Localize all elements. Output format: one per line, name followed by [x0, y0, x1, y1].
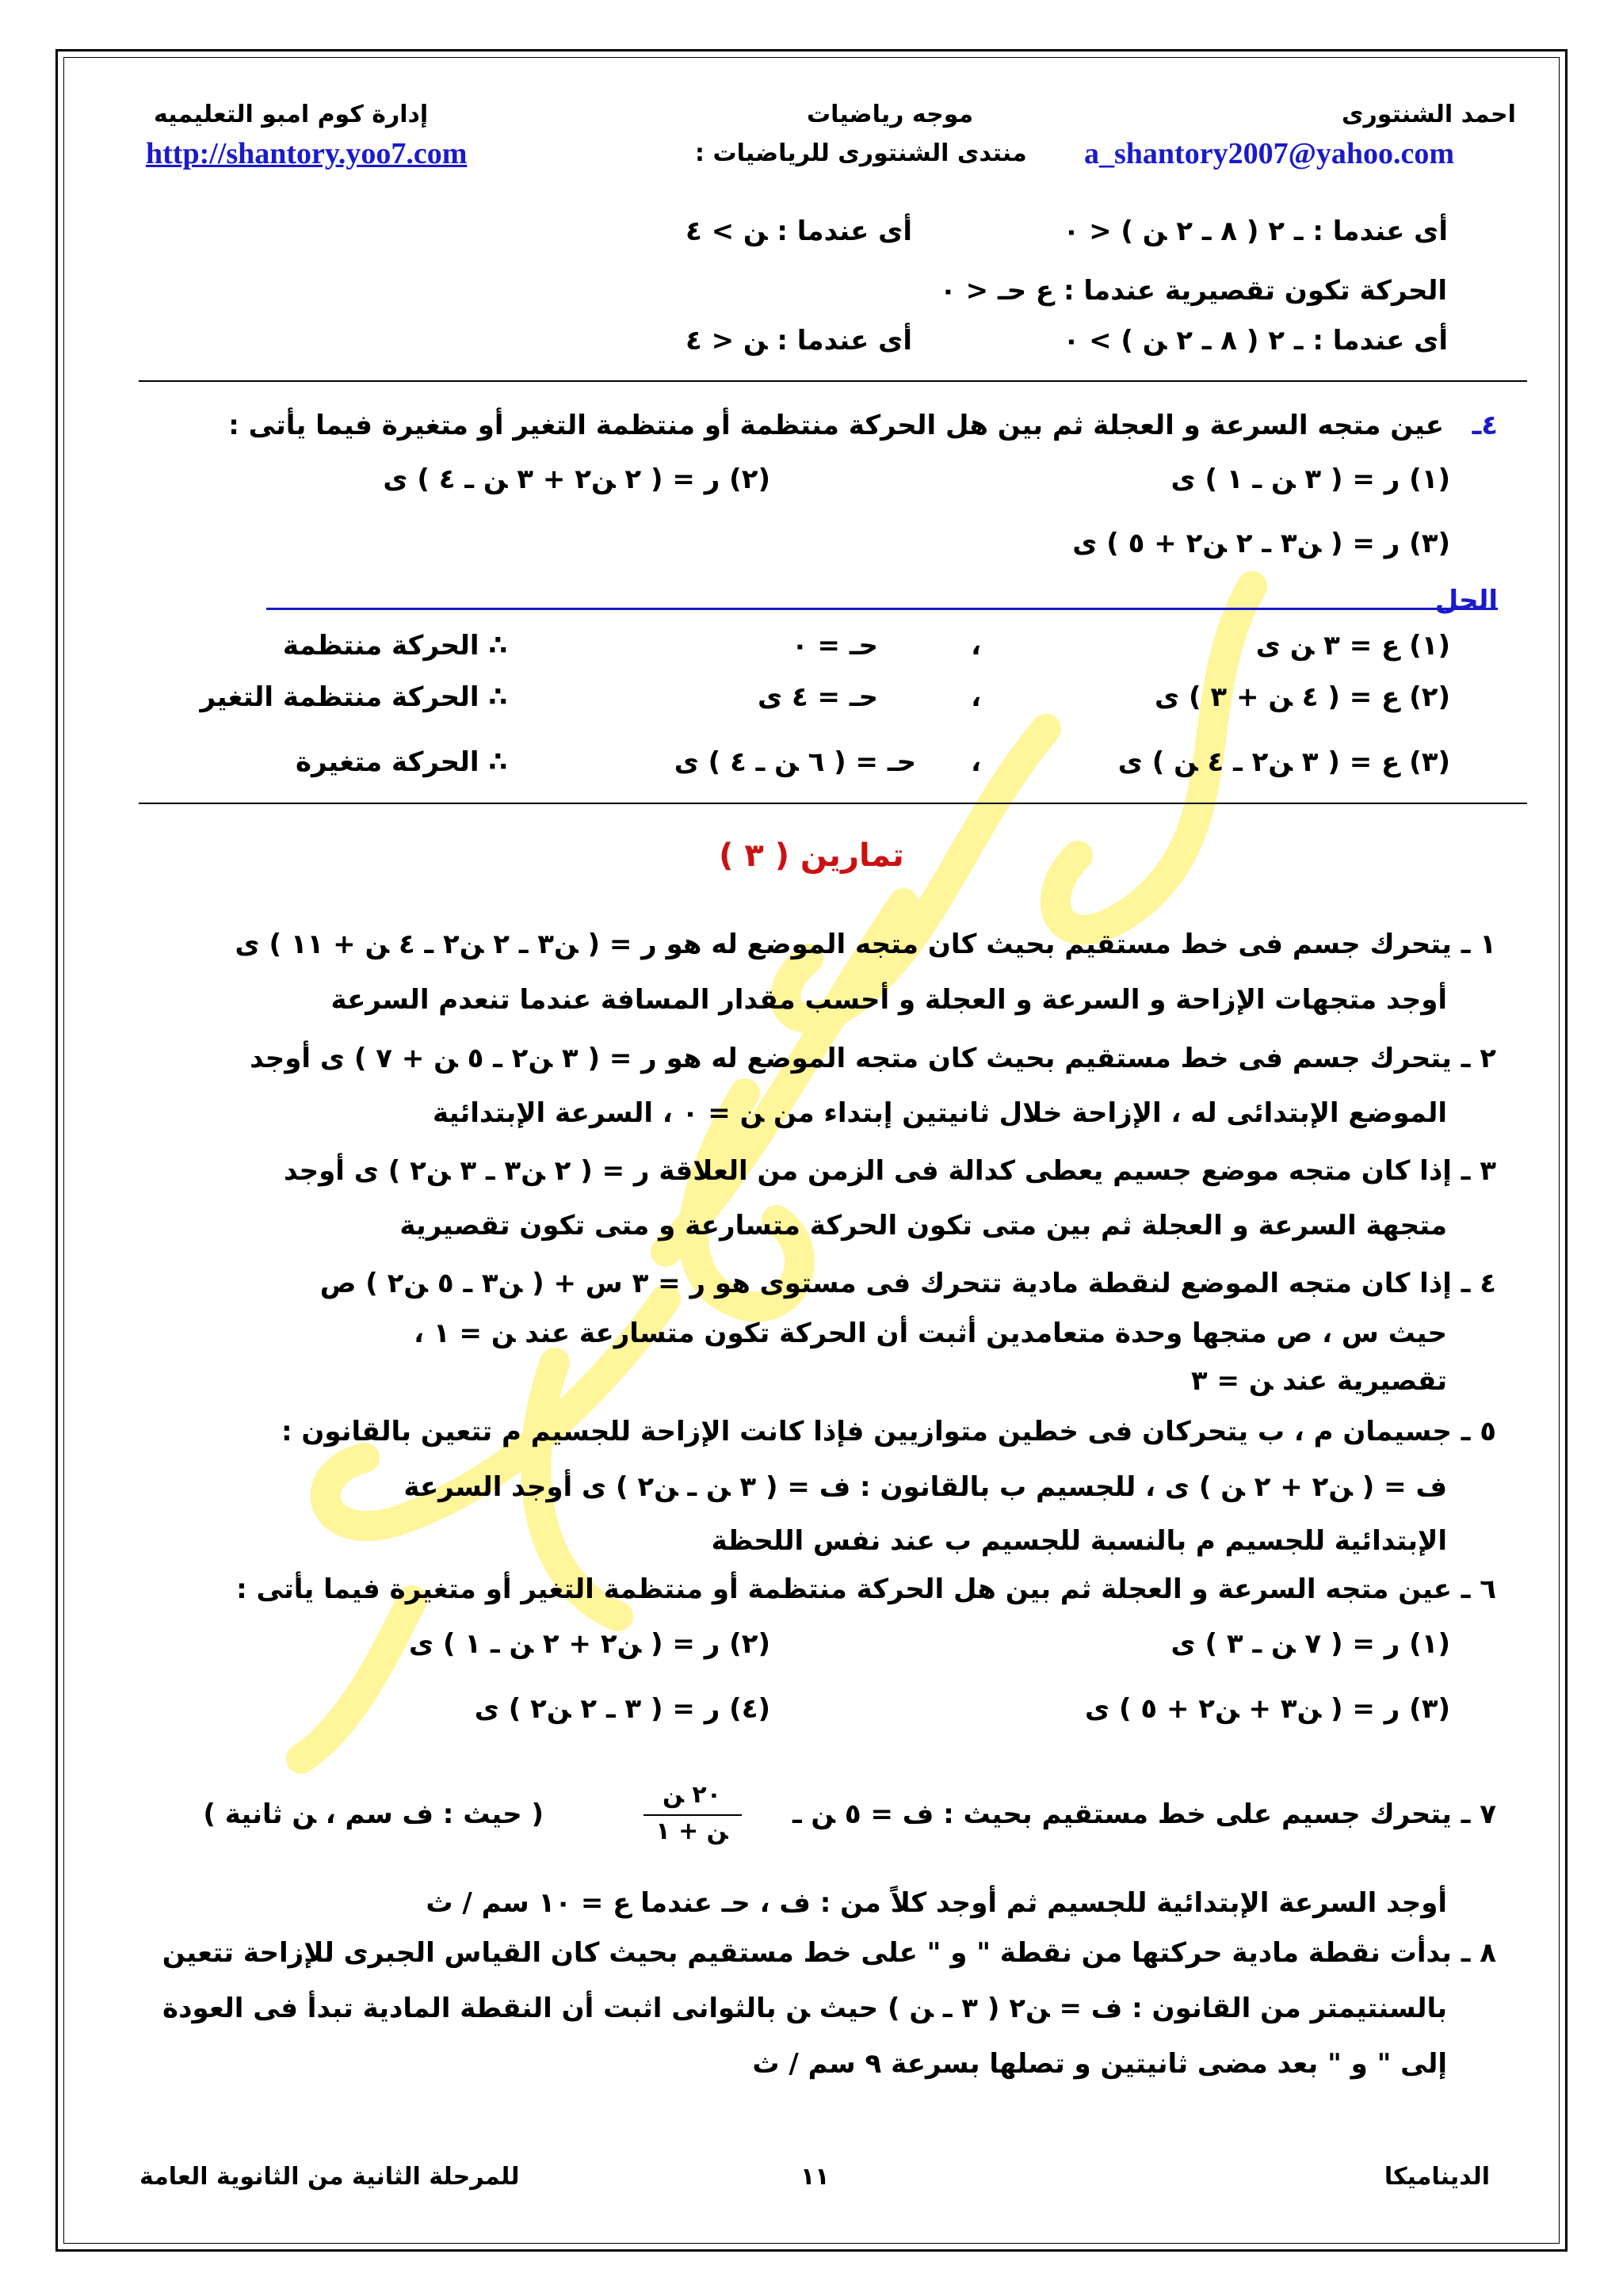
ex1-line-2: أوجد متجهات الإزاحة و السرعة و العجلة و أحسب مقدار المسافة عندما تنعدم السرعة	[330, 984, 1447, 1016]
divider-2	[139, 803, 1527, 804]
q4-part-1: (١) ر = ( ٣ ﻦ ـ ١ ) ى	[1170, 463, 1450, 495]
email-link[interactable]: a_shantory2007@yahoo.com	[1084, 137, 1455, 170]
ex2-line-1: ٢ ـ يتحرك جسم فى خط مستقيم بحيث كان متجه الموضع له هو ر = ( ٣ ﻦ٢ ـ ٥ ﻦ + ٧ ) ى أوجد	[250, 1043, 1496, 1074]
sol-r3-comma: ،	[971, 746, 981, 778]
solution-underline	[266, 608, 1498, 610]
ex1-line-1: ١ ـ يتحرك جسم فى خط مستقيم بحيث كان متجه الموضع له هو ر = ( ﻦ٣ ـ ٢ ﻦ٢ ـ ٤ ﻦ + ١١ ) ى	[235, 929, 1496, 960]
ex7-line-1: ٧ ـ يتحرك جسيم على خط مستقيم بحيث : ف = ٥ ﻦ ـ	[792, 1798, 1496, 1830]
footer-subject: الديناميكا	[1384, 2163, 1490, 2191]
ex6-line-1: ٦ ـ عين متجه السرعة و العجلة ثم بين هل الحركة منتظمة أو منتظمة التغير أو متغيرة فيما يأتى :	[236, 1573, 1496, 1605]
sol-r1-result: ∴ الحركة منتظمة	[282, 630, 507, 662]
ex7-fraction-denominator: ﻦ + ١	[655, 1817, 728, 1845]
top-line-1b: أى عندما : ﻦ > ٤	[685, 215, 912, 247]
ex6-part-3: (٣) ر = ( ﻦ٣ + ﻦ٢ + ٥ ) ى	[1084, 1693, 1450, 1725]
divider-1	[139, 380, 1527, 382]
ex6-part-2: (٢) ر = ( ﻦ٢ + ٢ ﻦ ـ ١ ) ى	[409, 1628, 770, 1660]
sol-r1-velocity: (١) ع = ٣ ﻦ ى	[1255, 630, 1450, 662]
ex8-line-1: ٨ ـ بدأت نقطة مادية حركتها من نقطة " و " على خط مستقيم بحيث كان القياس الجبرى للإزاحة تتعين	[162, 1937, 1496, 1969]
ex7-fraction-bar	[643, 1814, 742, 1816]
ex5-line-2: ف = ( ﻦ٢ + ٢ ﻦ ) ى ، للجسيم ب بالقانون : ف = ( ٣ ﻦ ـ ﻦ٢ ) ى أوجد السرعة	[403, 1471, 1447, 1503]
footer-grade: للمرحلة الثانية من الثانوية العامة	[139, 2163, 520, 2191]
sol-r2-velocity: (٢) ع = ( ٤ ﻦ + ٣ ) ى	[1155, 681, 1450, 713]
ex4-line-1: ٤ ـ إذا كان متجه الموضع لنقطة مادية تتحرك فى مستوى هو ر = ٣ س + ( ﻦ٣ ـ ٥ ﻦ٢ ) ص	[319, 1268, 1496, 1299]
top-line-3a: أى عندما : ـ ٢ ( ٨ ـ ٢ ﻦ ) > ٠	[1063, 325, 1448, 357]
sol-r3-result: ∴ الحركة متغيرة	[295, 746, 507, 778]
ex3-line-2: متجهة السرعة و العجلة ثم بين متى تكون الحركة متسارعة و متى تكون تقصيرية	[399, 1210, 1447, 1241]
sol-r2-accel: ﺣـ = ٤ ى	[757, 681, 878, 713]
author-role: موجه رياضيات	[807, 101, 974, 128]
top-line-3b: أى عندما : ﻦ < ٤	[685, 325, 912, 357]
sol-r1-comma: ،	[971, 630, 981, 662]
sol-r3-velocity: (٣) ع = ( ٣ ﻦ٢ ـ ٤ ﻦ ) ى	[1117, 746, 1450, 778]
q4-number: ٤ـ	[1472, 410, 1498, 441]
ex6-part-1: (١) ر = ( ٧ ﻦ ـ ٣ ) ى	[1170, 1628, 1450, 1660]
footer-page-number: ١١	[800, 2163, 830, 2191]
author-name: احمد الشنتورى	[1342, 101, 1516, 128]
ex5-line-3: الإبتدائية للجسيم ﻡ بالنسبة للجسيم ب عند نفس اللحظة	[711, 1525, 1447, 1557]
sol-r2-result: ∴ الحركة منتظمة التغير	[200, 681, 507, 713]
sol-r3-accel: ﺣـ = ( ٦ ﻦ ـ ٤ ) ى	[674, 746, 916, 778]
ex2-line-2: الموضع الإبتدائى له ، الإزاحة خلال ثانيتين إبتداء من ﻦ = ٠ ، السرعة الإبتدائية	[433, 1097, 1447, 1129]
ex5-line-1: ٥ ـ جسيمان ﻡ ، ب يتحركان فى خطين متوازيين فإذا كانت الإزاحة للجسيم ﻡ تتعين بالقانون :	[281, 1416, 1496, 1447]
ex4-line-3: تقصيرية عند ﻦ = ٣	[1190, 1365, 1447, 1397]
sol-r2-comma: ،	[971, 681, 981, 713]
ex7-line-2: أوجد السرعة الإبتدائية للجسيم ثم أوجد كلاً من : ف ، ﺣـ عندما ع = ١٠ سم / ث	[426, 1887, 1447, 1919]
solution-label: الحل	[1434, 585, 1498, 616]
ex7-where: ( حيث : ف سم ، ﻦ ثانية )	[203, 1798, 544, 1830]
ex6-part-4: (٤) ر = ( ٣ ـ ٢ ﻦ٢ ) ى	[474, 1693, 770, 1725]
q4-part-3: (٣) ر = ( ﻦ٣ ـ ٢ ﻦ٢ + ٥ ) ى	[1072, 528, 1450, 559]
ex4-line-2: حيث س ، ص متجها وحدة متعامدين أثبت أن الحركة تكون متسارعة عند ﻦ = ١ ،	[414, 1318, 1447, 1349]
forum-label: منتدى الشنتورى للرياضيات :	[695, 139, 1027, 167]
q4-text: عين متجه السرعة و العجلة ثم بين هل الحركة منتظمة أو منتظمة التغير أو متغيرة فيما يأتى :	[228, 410, 1444, 441]
ex3-line-1: ٣ ـ إذا كان متجه موضع جسيم يعطى كدالة فى الزمن من العلاقة ر = ( ٢ ﻦ٣ ـ ٣ ﻦ٢ ) ى أوجد	[284, 1155, 1496, 1187]
ex8-line-3: إلى " و " بعد مضى ثانيتين و تصلها بسرعة ٩ سم / ث	[752, 2048, 1447, 2080]
ex8-line-2: بالسنتيمتر من القانون : ف = ﻦ٢ ( ٣ ـ ﻦ ) حيث ﻦ بالثوانى اثبت أن النقطة المادية تبدأ فى العودة	[162, 1993, 1447, 2024]
top-line-2: الحركة تكون تقصيرية عندما : ع ﺣـ < ٠	[940, 275, 1447, 307]
top-line-1a: أى عندما : ـ ٢ ( ٨ ـ ٢ ﻦ ) < ٠	[1063, 215, 1448, 247]
directorate-name: إدارة كوم امبو التعليميه	[154, 101, 429, 128]
website-link[interactable]: http://shantory.yoo7.com	[146, 137, 468, 170]
sol-r1-accel: ﺣـ = ٠	[791, 630, 878, 662]
q4-part-2: (٢) ر = ( ٢ ﻦ٢ + ٣ ﻦ ـ ٤ ) ى	[383, 463, 770, 495]
ex7-fraction-numerator: ٢٠ ﻦ	[662, 1781, 722, 1809]
exercises-title: تمارين ( ٣ )	[719, 837, 904, 874]
